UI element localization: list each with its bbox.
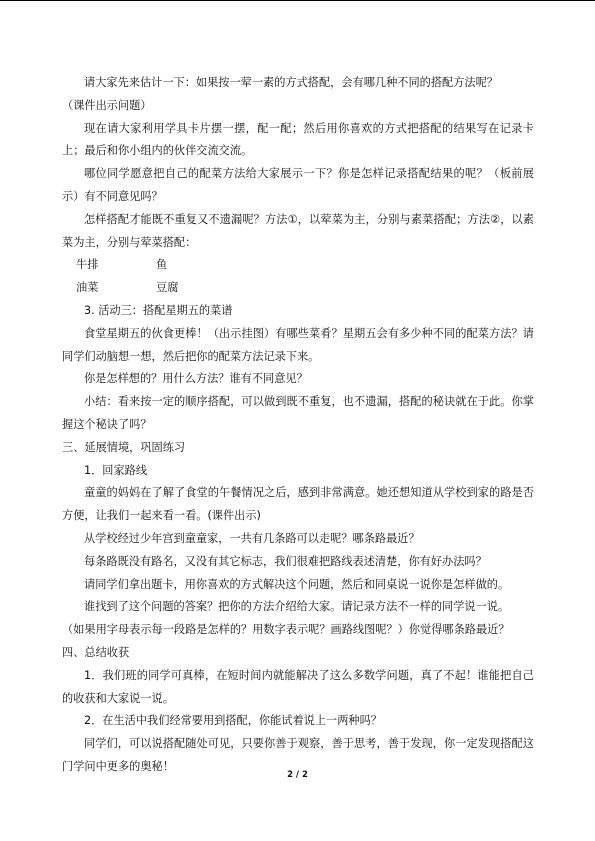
paragraph: 怎样搭配才能既不重复又不遗漏呢？方法①，以荤菜为主，分别与素菜搭配；方法②，以素菜为主，分别与荤菜搭配： bbox=[62, 212, 534, 249]
paragraph: 从学校经过少年宫到童童家，一共有几条路可以走呢？哪条路最近？ bbox=[84, 531, 420, 545]
dish-vegetable: 油菜 bbox=[76, 281, 99, 295]
paragraph: 童童的妈妈在了解了食堂的午餐情况之后，感到非常满意。她还想知道从学校到家的路是否方便，让我们一起来看一看。(课件出示) bbox=[62, 486, 534, 523]
dish-pair-row bbox=[62, 277, 534, 300]
paragraph-group-2 bbox=[62, 300, 534, 779]
dish-pairs bbox=[62, 254, 534, 300]
section-heading: 四、总结收获 bbox=[62, 645, 130, 659]
dish-meat: 牛排 bbox=[76, 258, 99, 272]
dish-pair-row bbox=[62, 254, 534, 277]
paragraph: 1．我们班的同学可真棒，在短时间内就能解决了这么多数学问题，真了不起！谁能把自己的收获和大家说一说。 bbox=[62, 668, 534, 705]
subsection-heading: 1．回家路线 bbox=[84, 463, 148, 477]
paragraph-group-1 bbox=[62, 72, 534, 254]
paragraph: 哪位同学愿意把自己的配菜方法给大家展示一下？你是怎样记录搭配结果的呢？（板前展示）有不同意见吗？ bbox=[62, 167, 534, 203]
page-number: 2 / 2 bbox=[287, 770, 308, 780]
paragraph: 每条路既没有路名，又没有其它标志，我们很难把路线表述清楚，你有好办法吗？ bbox=[84, 554, 487, 568]
header-rule bbox=[0, 0, 595, 1]
paragraph: （如果用字母表示每一段路是怎样的？用数字表示呢？画路线图呢？）你觉得哪条路最近？ bbox=[62, 623, 510, 637]
summary-paragraph: 小结：看来按一定的顺序搭配，可以做到既不重复，也不遗漏，搭配的秘诀就在于此。你掌握这个秘诀了吗？ bbox=[62, 395, 534, 431]
dish-other: 鱼 bbox=[156, 258, 168, 272]
paragraph: （课件出示问题） bbox=[62, 98, 152, 112]
paragraph: 2．在生活中我们经常要用到搭配，你能试着说上一两种吗？ bbox=[84, 714, 382, 728]
paragraph: 你是怎样想的？用什么方法？谁有不同意见？ bbox=[84, 372, 308, 386]
paragraph: 食堂星期五的伙食更棒！（出示挂图）有哪些菜肴？星期五会有多少种不同的配菜方法？请同学们动脑想一想，然后把你的配菜方法记录下来。 bbox=[62, 326, 534, 363]
activity-heading: 3. 活动三：搭配星期五的菜谱 bbox=[84, 303, 233, 317]
paragraph: 现在请大家利用学具卡片摆一摆，配一配；然后用你喜欢的方式把搭配的结果写在记录卡上；最后和你小组内的伙伴交流交流。 bbox=[62, 121, 534, 158]
paragraph: 同学们，可以说搭配随处可见，只要你善于观察，善于思考，善于发现，你一定发现搭配这门学问中更多的奥秘！ bbox=[62, 737, 534, 773]
document-body bbox=[62, 72, 534, 779]
dish-other: 豆腐 bbox=[156, 281, 179, 295]
section-heading: 三、延展情境，巩固练习 bbox=[62, 440, 186, 454]
paragraph: 请大家先来估计一下：如果按一荤一素的方式搭配，会有哪几种不同的搭配方法呢？ bbox=[84, 76, 498, 89]
paragraph: 请同学们拿出题卡，用你喜欢的方式解决这个问题，然后和同桌说一说你是怎样做的。 bbox=[84, 577, 510, 591]
paragraph: 谁找到了这个问题的答案？把你的方法介绍给大家。请记录方法不一样的同学说一说。 bbox=[84, 600, 510, 614]
